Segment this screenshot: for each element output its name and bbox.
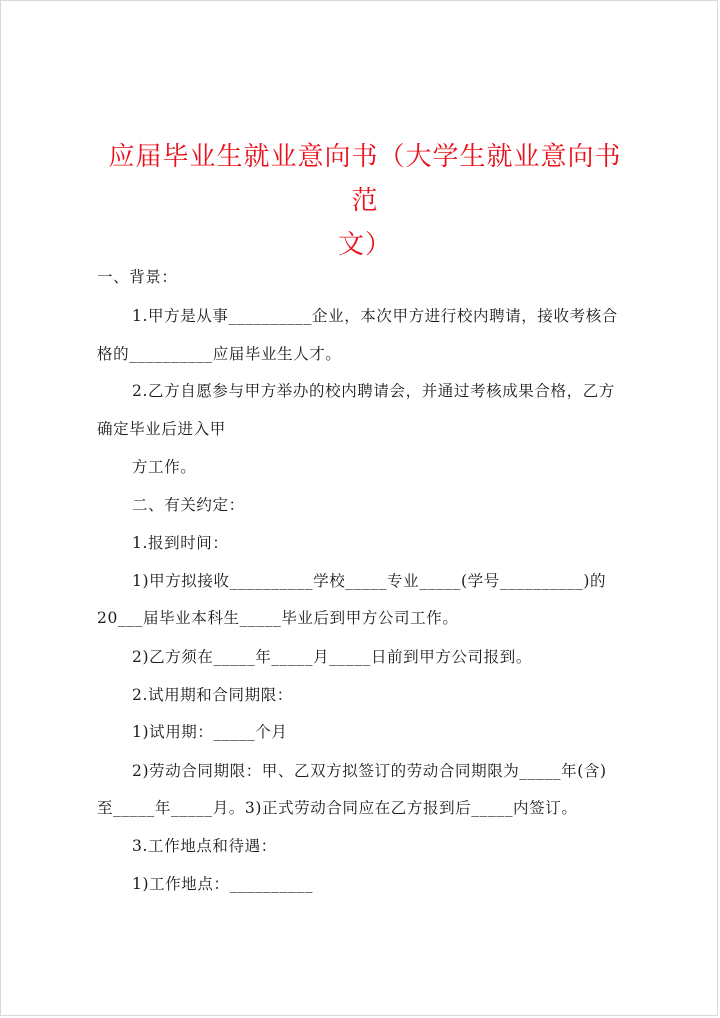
- paragraph-line: 20___届毕业本科生_____毕业后到甲方公司工作。: [97, 609, 459, 627]
- title-line-2: 文）: [337, 230, 392, 260]
- paragraph-line: 确定毕业后进入甲: [97, 420, 226, 438]
- subheading-probation-contract: 2.试用期和合同期限：: [132, 686, 293, 704]
- paragraph-line: 1)工作地点：__________: [132, 875, 314, 893]
- section-heading-agreements: 二、有关约定：: [132, 496, 245, 514]
- paragraph-line: 1)甲方拟接收__________学校_____专业_____(学号__________)的: [132, 572, 607, 590]
- paragraph-line: 1)试用期：_____个月: [132, 723, 288, 741]
- paragraph-line: 1.甲方是从事__________企业，本次甲方进行校内聘请，接收考核合: [132, 307, 618, 325]
- paragraph-line: 2.乙方自愿参与甲方举办的校内聘请会，并通过考核成果合格，乙方: [132, 382, 615, 400]
- section-heading-background: 一、背景：: [97, 268, 178, 286]
- title-line-1: 应届毕业生就业意向书（大学生就业意向书范: [108, 142, 622, 216]
- paragraph-line: 至_____年_____月。3)正式劳动合同应在乙方报到后_____内签订。: [97, 799, 578, 817]
- document-title: [97, 135, 633, 267]
- subheading-report-time: 1.报到时间：: [132, 534, 229, 552]
- paragraph-line: 2)乙方须在_____年_____月_____日前到甲方公司报到。: [132, 648, 532, 666]
- paragraph-line: 方工作。: [132, 458, 197, 476]
- paragraph-line: 格的__________应届毕业生人才。: [97, 345, 342, 363]
- subheading-workplace-benefits: 3.工作地点和待遇：: [132, 837, 277, 855]
- paragraph-line: 2)劳动合同期限：甲、乙双方拟签订的劳动合同期限为_____年(含): [132, 762, 607, 780]
